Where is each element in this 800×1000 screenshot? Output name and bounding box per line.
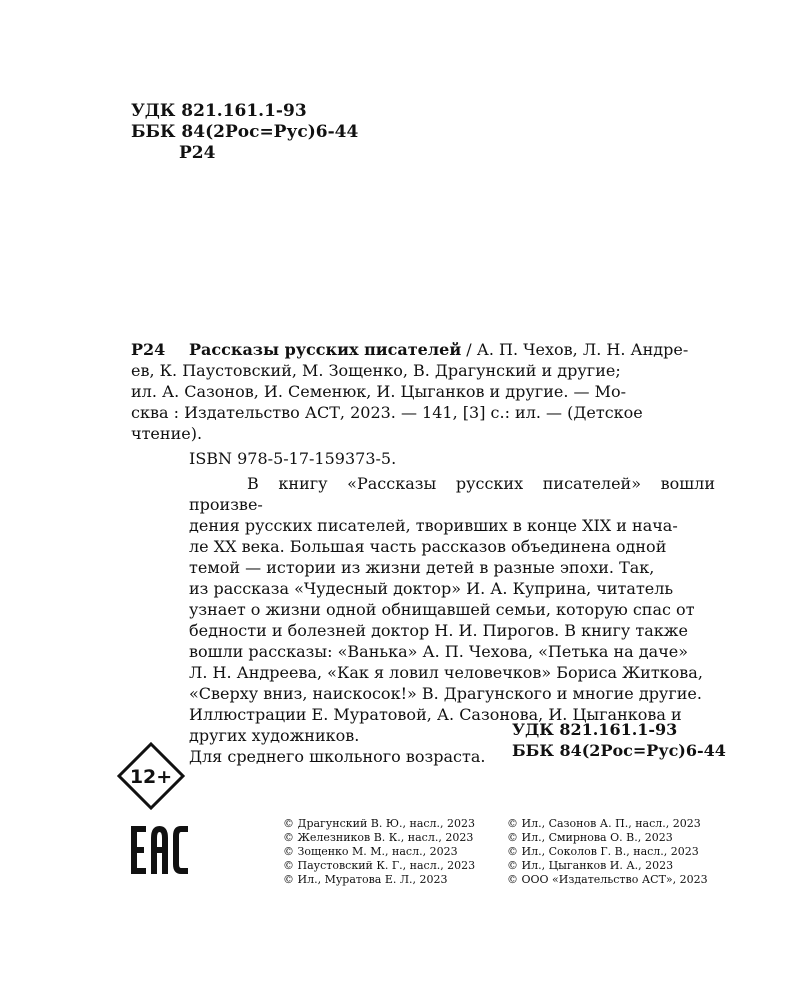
- udk-code: УДК 821.161.1-93: [131, 101, 307, 121]
- copyright-line: © Зощенко М. М., насл., 2023: [283, 845, 458, 858]
- abstract-line: других художников.: [189, 726, 360, 745]
- abstract-line: В книгу «Рассказы русских писателей» вошли произве-: [189, 474, 715, 514]
- copyright-line: © ООО «Издательство АСТ», 2023: [507, 873, 708, 886]
- eac-mark-icon: [131, 826, 189, 874]
- copyrights-right: [507, 817, 708, 887]
- author-mark: Р24: [179, 143, 216, 163]
- responsibility: / А. П. Чехов, Л. Н. Андре-: [461, 340, 689, 359]
- bib-line: [189, 339, 715, 360]
- bottom-classification: [512, 719, 726, 761]
- abstract-line: «Сверху вниз, наискосок!» В. Драгунского и многие другие.: [189, 684, 702, 703]
- abstract-line: из рассказа «Чудесный доктор» И. А. Куприна, читатель: [189, 579, 674, 598]
- abstract-line: узнает о жизни одной обнищавшей семьи, которую спас от: [189, 600, 695, 619]
- top-classification: [131, 101, 358, 164]
- abstract-line: темой — истории из жизни детей в разные эпохи. Так,: [189, 558, 655, 577]
- abstract-line: Л. Н. Андреева, «Как я ловил человечков» Бориса Житкова,: [189, 663, 703, 682]
- abstract-line: ле XX века. Большая часть рассказов объединена одной: [189, 537, 667, 556]
- age-rating-badge: [117, 742, 185, 810]
- bib-continuation: [131, 360, 715, 444]
- abstract-line: вошли рассказы: «Ванька» А. П. Чехова, «Петька на даче»: [189, 642, 689, 661]
- isbn: ISBN 978-5-17-159373-5.: [189, 449, 397, 468]
- bbk-code: ББК 84(2Рос=Рус)6-44: [131, 122, 359, 142]
- copyright-line: © Ил., Сазонов А. П., насл., 2023: [507, 817, 701, 830]
- bbk-code-bottom: ББК 84(2Рос=Рус)6-44: [512, 741, 726, 760]
- abstract-line: бедности и болезней доктор Н. И. Пирогов. В книгу также: [189, 621, 688, 640]
- copyrights-left: [283, 817, 475, 887]
- bib-line: сква : Издательство АСТ, 2023. — 141, [3] с.: ил. — (Детское: [131, 403, 643, 422]
- audience-note: Для среднего школьного возраста.: [189, 747, 486, 766]
- copyright-line: © Ил., Цыганков И. А., 2023: [507, 859, 674, 872]
- bibliographic-description: [189, 339, 715, 360]
- bib-line: ил. А. Сазонов, И. Семенюк, И. Цыганков и другие. — Мо-: [131, 382, 626, 401]
- abstract-line: дения русских писателей, творивших в конце XIX и нача-: [189, 516, 678, 535]
- copyright-line: © Паустовский К. Г., насл., 2023: [283, 859, 476, 872]
- udk-code-bottom: УДК 821.161.1-93: [512, 720, 678, 739]
- bib-line: ев, К. Паустовский, М. Зощенко, В. Драгунский и другие;: [131, 361, 621, 380]
- copyright-line: © Железников В. К., насл., 2023: [283, 831, 474, 844]
- bibliographic-entry: [131, 339, 715, 767]
- bib-line: чтение).: [131, 424, 203, 443]
- age-rating-text: 12+: [129, 766, 173, 788]
- abstract: [131, 473, 715, 746]
- copyright-line: © Ил., Смирнова О. В., 2023: [507, 831, 673, 844]
- entry-code: Р24: [131, 340, 166, 359]
- abstract-line: Иллюстрации Е. Муратовой, А. Сазонова, И. Цыганкова и: [189, 705, 682, 724]
- copyright-line: © Драгунский В. Ю., насл., 2023: [283, 817, 476, 830]
- book-title: Рассказы русских писателей: [189, 340, 462, 359]
- copyright-line: © Ил., Муратова Е. Л., 2023: [283, 873, 448, 886]
- copyright-line: © Ил., Соколов Г. В., насл., 2023: [507, 845, 699, 858]
